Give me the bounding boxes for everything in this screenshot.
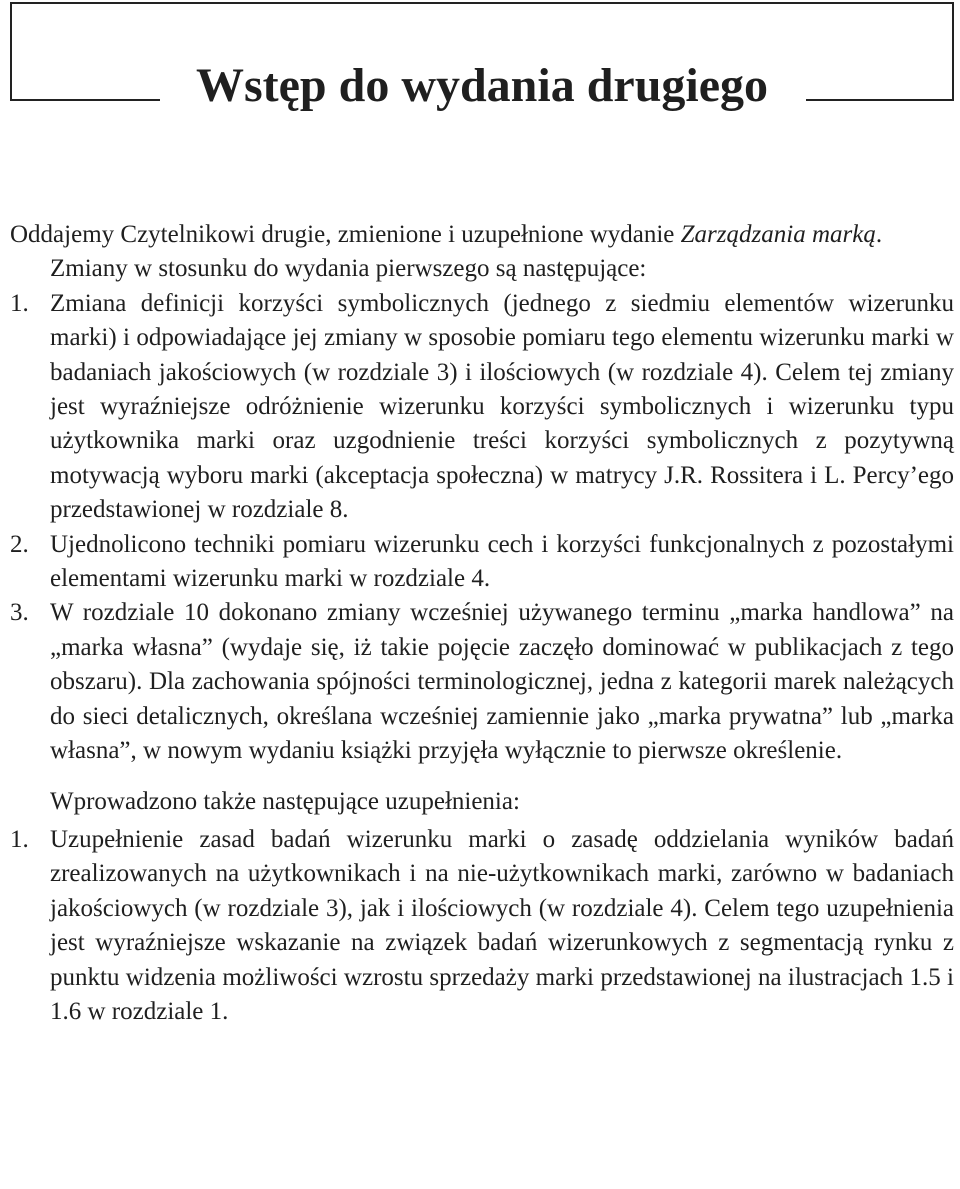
section-spacer [10, 769, 954, 785]
change-item-1 [10, 287, 954, 528]
intro-trail: . [875, 221, 883, 248]
change-text-3: W rozdziale 10 dokonano zmiany wcześniej używanego terminu „marka handlowa” na „marka własna” (wydaje się, iż takie pojęcie zaczęło dominować w publikacjach z tego obszaru). Dla zachowania spójności terminologicznej, jedna z kategorii marek należących do sieci detalicznych, określana wcześniej zamiennie jako „marka prywatna” lub „marka własna”, w nowym wydaniu książki przyjęła wyłącznie to pierwsze określenie. [50, 599, 954, 765]
change-text-1: Zmiana definicji korzyści symbolicznych (jednego z siedmiu elementów wizerunku marki) i odpowiadające jej zmiany w sposobie pomiaru tego elementu wizerunku marki w badaniach jakościowych (w rozdziale 3) i ilościowych (w rozdziale 4). Celem tej zmiany jest wyraźniejsze odróżnienie wizerunku korzyści symbolicznych i wizerunku typu użytkownika marki oraz uzgodnienie treści korzyści symbolicznych z pozytywną motywacją wyboru marki (akceptacja społeczna) w matrycy J.R. Rossitera i L. Percy’ego przedstawionej w rozdziale 8. [50, 289, 954, 524]
changes-heading: Zmiany w stosunku do wydania pierwszego są następujące: [50, 255, 647, 283]
title-rule-right [806, 99, 954, 101]
intro-lead: Oddajemy Czytelnikowi drugie, zmienione i uzupełnione wydanie [10, 221, 681, 248]
addition-text-1: Uzupełnienie zasad badań wizerunku marki o zasadę oddzielania wyników badań zrealizowanych na użytkownikach i na nie-użytkownikach marki, zarówno w badaniach jakościowych (w rozdziale 3), jak i ilościowych (w rozdziale 4). Celem tego uzupełnienia jest wyraźniejsze wskazanie na związek badań wizerunkowych z segmentacją rynku z punktu widzenia możliwości wzrostu sprzedaży marki przedstawionej na ilustracjach 1.5 i 1.6 w rozdziale 1. [50, 825, 954, 1025]
additions-heading: Wprowadzono także następujące uzupełnienia: [50, 787, 520, 815]
addition-number-1: 1. [10, 825, 29, 853]
document-body [10, 218, 954, 1029]
title-rule-left [10, 99, 160, 101]
intro-paragraph [10, 218, 954, 252]
change-number-3: 3. [10, 599, 29, 627]
change-item-3 [10, 596, 954, 768]
change-number-2: 2. [10, 530, 29, 558]
addition-item-1 [10, 823, 954, 1029]
change-number-1: 1. [10, 289, 29, 317]
book-title: Zarządzania marką [680, 221, 876, 248]
page-title: Wstęp do wydania drugiego [195, 59, 769, 112]
change-item-2 [10, 528, 954, 597]
change-text-2: Ujednolicono techniki pomiaru wizerunku cech i korzyści funkcjonalnych z pozostałymi elementami wizerunku marki w rozdziale 4. [50, 530, 954, 593]
